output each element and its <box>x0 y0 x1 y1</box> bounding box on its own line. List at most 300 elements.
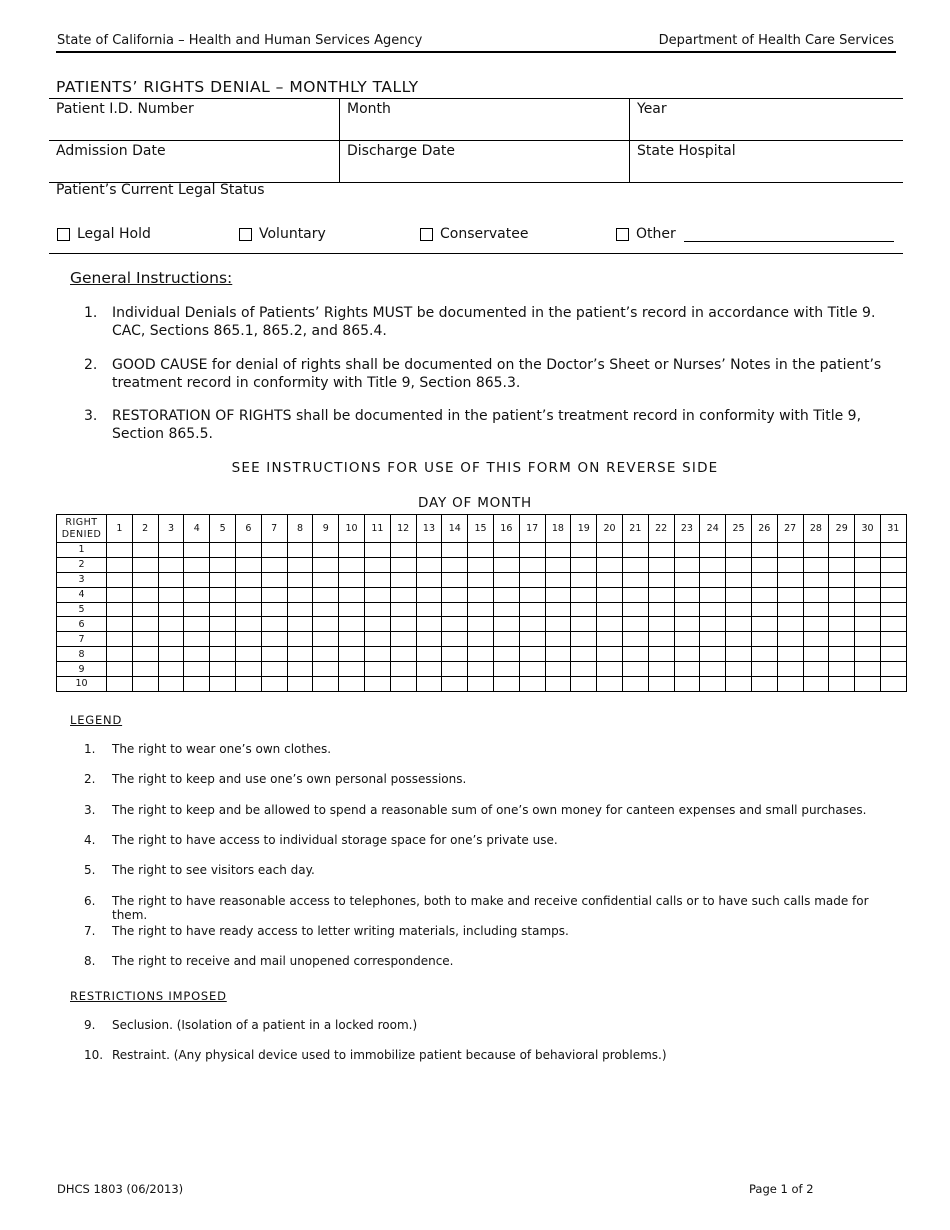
tally-cell[interactable] <box>829 632 855 647</box>
tally-cell[interactable] <box>132 587 158 602</box>
tally-cell[interactable] <box>803 543 829 558</box>
tally-cell[interactable] <box>829 572 855 587</box>
legal-hold-option[interactable] <box>57 226 151 242</box>
tally-cell[interactable] <box>107 543 133 558</box>
tally-cell[interactable] <box>493 587 519 602</box>
tally-cell[interactable] <box>829 662 855 677</box>
tally-cell[interactable] <box>261 617 287 632</box>
tally-cell[interactable] <box>855 557 881 572</box>
discharge-date-field[interactable] <box>339 141 629 182</box>
tally-cell[interactable] <box>184 632 210 647</box>
tally-cell[interactable] <box>261 587 287 602</box>
tally-cell[interactable] <box>622 662 648 677</box>
legal-hold-checkbox[interactable] <box>57 228 70 241</box>
tally-cell[interactable] <box>107 647 133 662</box>
tally-cell[interactable] <box>493 632 519 647</box>
tally-cell[interactable] <box>339 662 365 677</box>
tally-cell[interactable] <box>803 617 829 632</box>
tally-cell[interactable] <box>390 632 416 647</box>
tally-cell[interactable] <box>158 543 184 558</box>
tally-cell[interactable] <box>777 602 803 617</box>
tally-cell[interactable] <box>674 572 700 587</box>
tally-cell[interactable] <box>880 557 906 572</box>
tally-cell[interactable] <box>674 677 700 692</box>
tally-cell[interactable] <box>777 557 803 572</box>
tally-cell[interactable] <box>287 557 313 572</box>
patient-id-field[interactable] <box>49 99 339 140</box>
tally-cell[interactable] <box>545 543 571 558</box>
tally-cell[interactable] <box>158 632 184 647</box>
tally-cell[interactable] <box>751 662 777 677</box>
tally-cell[interactable] <box>468 543 494 558</box>
tally-cell[interactable] <box>235 587 261 602</box>
tally-cell[interactable] <box>571 602 597 617</box>
tally-cell[interactable] <box>855 587 881 602</box>
tally-cell[interactable] <box>184 662 210 677</box>
tally-cell[interactable] <box>777 677 803 692</box>
tally-cell[interactable] <box>364 662 390 677</box>
tally-cell[interactable] <box>545 662 571 677</box>
tally-cell[interactable] <box>855 632 881 647</box>
tally-cell[interactable] <box>855 662 881 677</box>
tally-cell[interactable] <box>339 572 365 587</box>
tally-cell[interactable] <box>287 662 313 677</box>
tally-cell[interactable] <box>597 602 623 617</box>
tally-cell[interactable] <box>700 632 726 647</box>
tally-cell[interactable] <box>855 617 881 632</box>
tally-cell[interactable] <box>751 617 777 632</box>
tally-cell[interactable] <box>597 543 623 558</box>
conservatee-option[interactable] <box>420 226 528 242</box>
month-field[interactable] <box>339 99 629 140</box>
tally-cell[interactable] <box>674 587 700 602</box>
tally-cell[interactable] <box>648 602 674 617</box>
tally-cell[interactable] <box>416 632 442 647</box>
tally-cell[interactable] <box>313 543 339 558</box>
tally-cell[interactable] <box>777 662 803 677</box>
tally-cell[interactable] <box>751 677 777 692</box>
tally-cell[interactable] <box>855 543 881 558</box>
tally-cell[interactable] <box>416 543 442 558</box>
tally-cell[interactable] <box>158 662 184 677</box>
tally-cell[interactable] <box>390 647 416 662</box>
tally-cell[interactable] <box>880 632 906 647</box>
tally-cell[interactable] <box>545 632 571 647</box>
tally-cell[interactable] <box>184 617 210 632</box>
tally-cell[interactable] <box>777 617 803 632</box>
tally-cell[interactable] <box>622 557 648 572</box>
tally-cell[interactable] <box>210 632 236 647</box>
tally-cell[interactable] <box>364 602 390 617</box>
tally-cell[interactable] <box>107 557 133 572</box>
tally-cell[interactable] <box>132 617 158 632</box>
tally-cell[interactable] <box>674 662 700 677</box>
tally-cell[interactable] <box>803 662 829 677</box>
tally-cell[interactable] <box>622 647 648 662</box>
tally-cell[interactable] <box>261 632 287 647</box>
tally-cell[interactable] <box>880 543 906 558</box>
tally-cell[interactable] <box>622 602 648 617</box>
tally-cell[interactable] <box>442 647 468 662</box>
tally-cell[interactable] <box>648 617 674 632</box>
tally-cell[interactable] <box>519 617 545 632</box>
tally-cell[interactable] <box>777 543 803 558</box>
tally-cell[interactable] <box>726 602 752 617</box>
tally-cell[interactable] <box>442 632 468 647</box>
tally-cell[interactable] <box>597 647 623 662</box>
tally-cell[interactable] <box>571 587 597 602</box>
tally-cell[interactable] <box>571 677 597 692</box>
tally-cell[interactable] <box>700 543 726 558</box>
tally-cell[interactable] <box>726 557 752 572</box>
tally-cell[interactable] <box>339 647 365 662</box>
tally-cell[interactable] <box>726 587 752 602</box>
tally-cell[interactable] <box>339 543 365 558</box>
tally-cell[interactable] <box>210 543 236 558</box>
tally-cell[interactable] <box>313 647 339 662</box>
tally-cell[interactable] <box>751 557 777 572</box>
tally-cell[interactable] <box>184 602 210 617</box>
tally-cell[interactable] <box>107 677 133 692</box>
tally-cell[interactable] <box>674 632 700 647</box>
tally-cell[interactable] <box>235 572 261 587</box>
tally-cell[interactable] <box>803 602 829 617</box>
tally-cell[interactable] <box>622 617 648 632</box>
tally-cell[interactable] <box>313 662 339 677</box>
tally-cell[interactable] <box>622 587 648 602</box>
tally-cell[interactable] <box>158 677 184 692</box>
tally-cell[interactable] <box>287 587 313 602</box>
tally-cell[interactable] <box>519 662 545 677</box>
tally-cell[interactable] <box>700 617 726 632</box>
tally-cell[interactable] <box>287 617 313 632</box>
tally-cell[interactable] <box>416 587 442 602</box>
tally-cell[interactable] <box>571 572 597 587</box>
tally-cell[interactable] <box>416 647 442 662</box>
tally-cell[interactable] <box>158 557 184 572</box>
tally-cell[interactable] <box>442 662 468 677</box>
tally-cell[interactable] <box>829 543 855 558</box>
tally-cell[interactable] <box>390 557 416 572</box>
tally-cell[interactable] <box>235 647 261 662</box>
tally-cell[interactable] <box>416 677 442 692</box>
tally-cell[interactable] <box>210 557 236 572</box>
tally-cell[interactable] <box>287 572 313 587</box>
tally-cell[interactable] <box>545 602 571 617</box>
tally-cell[interactable] <box>210 602 236 617</box>
tally-cell[interactable] <box>132 602 158 617</box>
tally-cell[interactable] <box>287 647 313 662</box>
tally-cell[interactable] <box>880 572 906 587</box>
tally-cell[interactable] <box>519 572 545 587</box>
tally-cell[interactable] <box>339 632 365 647</box>
tally-cell[interactable] <box>726 647 752 662</box>
tally-cell[interactable] <box>493 677 519 692</box>
tally-cell[interactable] <box>880 647 906 662</box>
tally-cell[interactable] <box>751 543 777 558</box>
tally-cell[interactable] <box>287 677 313 692</box>
tally-cell[interactable] <box>597 572 623 587</box>
tally-cell[interactable] <box>777 632 803 647</box>
tally-cell[interactable] <box>674 647 700 662</box>
tally-cell[interactable] <box>648 572 674 587</box>
tally-cell[interactable] <box>107 617 133 632</box>
tally-cell[interactable] <box>158 587 184 602</box>
tally-cell[interactable] <box>313 587 339 602</box>
tally-cell[interactable] <box>442 677 468 692</box>
tally-cell[interactable] <box>829 647 855 662</box>
tally-cell[interactable] <box>648 662 674 677</box>
tally-cell[interactable] <box>751 647 777 662</box>
tally-cell[interactable] <box>648 632 674 647</box>
tally-cell[interactable] <box>416 617 442 632</box>
tally-cell[interactable] <box>261 543 287 558</box>
tally-cell[interactable] <box>313 572 339 587</box>
tally-cell[interactable] <box>880 677 906 692</box>
tally-cell[interactable] <box>442 617 468 632</box>
tally-cell[interactable] <box>597 662 623 677</box>
tally-cell[interactable] <box>390 572 416 587</box>
tally-cell[interactable] <box>107 572 133 587</box>
tally-cell[interactable] <box>442 557 468 572</box>
tally-cell[interactable] <box>210 647 236 662</box>
tally-cell[interactable] <box>313 617 339 632</box>
tally-cell[interactable] <box>622 677 648 692</box>
tally-cell[interactable] <box>700 677 726 692</box>
tally-cell[interactable] <box>726 662 752 677</box>
tally-cell[interactable] <box>313 557 339 572</box>
tally-cell[interactable] <box>107 632 133 647</box>
tally-cell[interactable] <box>545 677 571 692</box>
tally-cell[interactable] <box>132 572 158 587</box>
tally-cell[interactable] <box>726 543 752 558</box>
tally-cell[interactable] <box>313 677 339 692</box>
tally-cell[interactable] <box>210 662 236 677</box>
tally-cell[interactable] <box>107 662 133 677</box>
tally-cell[interactable] <box>648 543 674 558</box>
tally-cell[interactable] <box>210 587 236 602</box>
tally-cell[interactable] <box>339 677 365 692</box>
year-field[interactable] <box>629 99 903 140</box>
tally-cell[interactable] <box>597 617 623 632</box>
tally-cell[interactable] <box>390 662 416 677</box>
tally-cell[interactable] <box>519 587 545 602</box>
tally-cell[interactable] <box>829 617 855 632</box>
tally-cell[interactable] <box>880 587 906 602</box>
tally-cell[interactable] <box>751 572 777 587</box>
tally-cell[interactable] <box>364 632 390 647</box>
state-hospital-field[interactable] <box>629 141 903 182</box>
tally-cell[interactable] <box>700 647 726 662</box>
tally-cell[interactable] <box>416 557 442 572</box>
tally-cell[interactable] <box>803 632 829 647</box>
tally-cell[interactable] <box>468 647 494 662</box>
tally-cell[interactable] <box>597 557 623 572</box>
tally-cell[interactable] <box>158 617 184 632</box>
tally-cell[interactable] <box>571 557 597 572</box>
tally-cell[interactable] <box>880 602 906 617</box>
tally-cell[interactable] <box>829 557 855 572</box>
tally-cell[interactable] <box>210 572 236 587</box>
tally-cell[interactable] <box>210 617 236 632</box>
tally-cell[interactable] <box>803 677 829 692</box>
conservatee-checkbox[interactable] <box>420 228 433 241</box>
tally-cell[interactable] <box>339 617 365 632</box>
tally-cell[interactable] <box>390 602 416 617</box>
tally-cell[interactable] <box>777 647 803 662</box>
tally-cell[interactable] <box>287 632 313 647</box>
tally-cell[interactable] <box>803 572 829 587</box>
tally-cell[interactable] <box>545 647 571 662</box>
tally-cell[interactable] <box>261 602 287 617</box>
tally-cell[interactable] <box>132 662 158 677</box>
tally-cell[interactable] <box>442 572 468 587</box>
tally-cell[interactable] <box>855 677 881 692</box>
tally-cell[interactable] <box>364 543 390 558</box>
tally-cell[interactable] <box>674 543 700 558</box>
tally-cell[interactable] <box>339 587 365 602</box>
tally-cell[interactable] <box>184 557 210 572</box>
tally-cell[interactable] <box>184 647 210 662</box>
tally-cell[interactable] <box>493 543 519 558</box>
tally-cell[interactable] <box>674 602 700 617</box>
tally-cell[interactable] <box>726 617 752 632</box>
tally-cell[interactable] <box>184 543 210 558</box>
tally-cell[interactable] <box>442 543 468 558</box>
tally-cell[interactable] <box>519 557 545 572</box>
tally-cell[interactable] <box>803 647 829 662</box>
tally-cell[interactable] <box>235 677 261 692</box>
tally-cell[interactable] <box>261 647 287 662</box>
tally-cell[interactable] <box>648 647 674 662</box>
tally-cell[interactable] <box>132 677 158 692</box>
admission-date-field[interactable] <box>49 141 339 182</box>
tally-cell[interactable] <box>700 557 726 572</box>
tally-cell[interactable] <box>700 572 726 587</box>
tally-cell[interactable] <box>210 677 236 692</box>
voluntary-checkbox[interactable] <box>239 228 252 241</box>
tally-cell[interactable] <box>545 572 571 587</box>
tally-cell[interactable] <box>519 647 545 662</box>
tally-cell[interactable] <box>287 602 313 617</box>
voluntary-option[interactable] <box>239 226 326 242</box>
tally-cell[interactable] <box>364 617 390 632</box>
tally-cell[interactable] <box>468 677 494 692</box>
tally-cell[interactable] <box>261 662 287 677</box>
tally-cell[interactable] <box>261 557 287 572</box>
tally-cell[interactable] <box>468 632 494 647</box>
tally-cell[interactable] <box>468 602 494 617</box>
tally-cell[interactable] <box>726 677 752 692</box>
tally-cell[interactable] <box>597 632 623 647</box>
tally-cell[interactable] <box>442 602 468 617</box>
tally-cell[interactable] <box>132 543 158 558</box>
tally-cell[interactable] <box>855 572 881 587</box>
tally-cell[interactable] <box>519 543 545 558</box>
tally-cell[interactable] <box>339 602 365 617</box>
tally-cell[interactable] <box>855 647 881 662</box>
tally-cell[interactable] <box>107 587 133 602</box>
tally-cell[interactable] <box>416 662 442 677</box>
tally-cell[interactable] <box>829 677 855 692</box>
tally-cell[interactable] <box>416 602 442 617</box>
tally-cell[interactable] <box>158 572 184 587</box>
tally-cell[interactable] <box>184 587 210 602</box>
tally-cell[interactable] <box>468 617 494 632</box>
tally-cell[interactable] <box>158 602 184 617</box>
tally-cell[interactable] <box>390 617 416 632</box>
tally-cell[interactable] <box>751 602 777 617</box>
tally-cell[interactable] <box>622 632 648 647</box>
tally-cell[interactable] <box>261 572 287 587</box>
tally-cell[interactable] <box>493 572 519 587</box>
tally-cell[interactable] <box>674 557 700 572</box>
tally-cell[interactable] <box>132 632 158 647</box>
tally-cell[interactable] <box>364 557 390 572</box>
tally-cell[interactable] <box>313 602 339 617</box>
tally-cell[interactable] <box>829 602 855 617</box>
tally-cell[interactable] <box>364 572 390 587</box>
tally-cell[interactable] <box>880 617 906 632</box>
tally-cell[interactable] <box>442 587 468 602</box>
tally-cell[interactable] <box>571 543 597 558</box>
tally-cell[interactable] <box>648 677 674 692</box>
tally-cell[interactable] <box>493 602 519 617</box>
tally-cell[interactable] <box>648 557 674 572</box>
tally-cell[interactable] <box>545 617 571 632</box>
tally-cell[interactable] <box>545 557 571 572</box>
tally-cell[interactable] <box>364 587 390 602</box>
tally-cell[interactable] <box>493 617 519 632</box>
tally-cell[interactable] <box>519 677 545 692</box>
tally-cell[interactable] <box>519 632 545 647</box>
tally-cell[interactable] <box>571 617 597 632</box>
tally-cell[interactable] <box>545 587 571 602</box>
tally-cell[interactable] <box>416 572 442 587</box>
tally-cell[interactable] <box>803 557 829 572</box>
tally-cell[interactable] <box>803 587 829 602</box>
tally-cell[interactable] <box>571 647 597 662</box>
tally-cell[interactable] <box>493 557 519 572</box>
tally-cell[interactable] <box>107 602 133 617</box>
tally-cell[interactable] <box>571 662 597 677</box>
tally-cell[interactable] <box>829 587 855 602</box>
other-text-line[interactable] <box>684 227 894 242</box>
tally-cell[interactable] <box>751 587 777 602</box>
tally-cell[interactable] <box>468 557 494 572</box>
tally-cell[interactable] <box>648 587 674 602</box>
tally-cell[interactable] <box>855 602 881 617</box>
tally-cell[interactable] <box>184 572 210 587</box>
tally-cell[interactable] <box>700 587 726 602</box>
tally-cell[interactable] <box>235 617 261 632</box>
tally-cell[interactable] <box>184 677 210 692</box>
tally-cell[interactable] <box>235 662 261 677</box>
tally-cell[interactable] <box>235 557 261 572</box>
tally-cell[interactable] <box>364 647 390 662</box>
tally-cell[interactable] <box>726 572 752 587</box>
tally-cell[interactable] <box>493 647 519 662</box>
tally-cell[interactable] <box>622 543 648 558</box>
tally-cell[interactable] <box>519 602 545 617</box>
tally-cell[interactable] <box>132 557 158 572</box>
tally-cell[interactable] <box>364 677 390 692</box>
tally-cell[interactable] <box>751 632 777 647</box>
other-checkbox[interactable] <box>616 228 629 241</box>
tally-cell[interactable] <box>468 572 494 587</box>
tally-cell[interactable] <box>390 587 416 602</box>
tally-cell[interactable] <box>235 602 261 617</box>
